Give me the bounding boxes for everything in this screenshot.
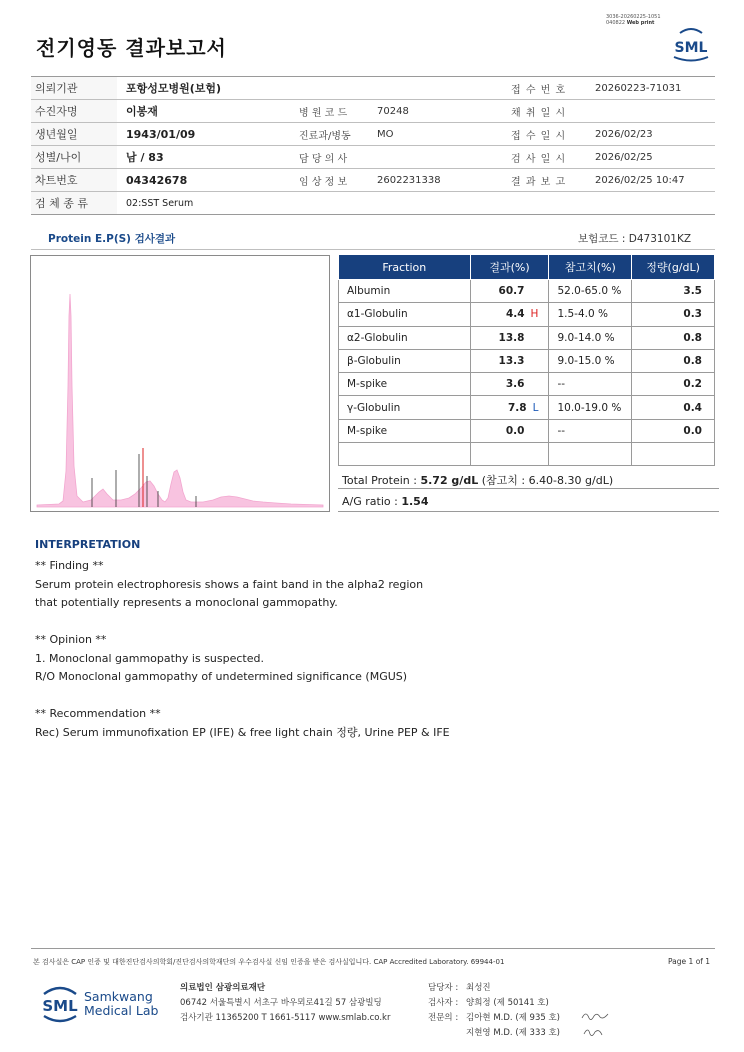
result-cell xyxy=(470,280,549,303)
result-value: 60.7 xyxy=(498,285,525,298)
table-row xyxy=(339,349,715,372)
interpretation-line xyxy=(35,687,635,706)
info-row xyxy=(31,77,715,100)
reference-cell: 10.0-19.0 % xyxy=(549,396,632,419)
quantity-cell: 0.3 xyxy=(632,303,715,326)
electrophoresis-graph xyxy=(30,255,330,512)
info-label: 차트번호 xyxy=(31,169,117,191)
interpretation-text xyxy=(35,557,635,742)
info-label: 접 수 일 시 xyxy=(511,130,567,142)
result-cell xyxy=(470,326,549,349)
table-row xyxy=(339,280,715,303)
insurance-code: 보험코드 : D473101KZ xyxy=(578,233,692,245)
info-label: 결 과 보 고 xyxy=(511,176,567,188)
info-value: 04342678 xyxy=(126,173,188,187)
result-value: 3.6 xyxy=(505,378,525,391)
fraction-cell: α2-Globulin xyxy=(339,326,471,349)
column-header: 참고치(%) xyxy=(549,255,632,280)
info-label: 검 사 일 시 xyxy=(511,153,567,165)
info-label: 의뢰기관 xyxy=(31,77,117,99)
interpretation-line: Serum protein electrophoresis shows a faint band in the alpha2 region xyxy=(35,577,424,591)
patient-info-table xyxy=(31,76,715,215)
info-value: 이봉재 xyxy=(126,105,158,118)
table-row xyxy=(339,373,715,396)
document-code: 3036-20260225-1051 040822 Web print xyxy=(606,14,661,26)
sml-logo-icon xyxy=(36,980,84,1028)
interpretation-line xyxy=(35,613,635,632)
info-value: 1943/01/09 xyxy=(126,127,196,141)
info-value: 02:SST Serum xyxy=(126,197,194,209)
interpretation-line: R/O Monoclonal gammopathy of undetermined significance (MGUS) xyxy=(35,670,408,683)
info-row xyxy=(31,123,715,146)
interpretation-line: that potentially represents a monoclonal gammopathy. xyxy=(35,596,338,609)
staff-name: 최성진 xyxy=(466,983,491,993)
info-label: 임 상 정 보 xyxy=(299,176,348,188)
info-label: 진료과/병동 xyxy=(299,130,351,142)
info-label xyxy=(289,192,375,214)
staff-item xyxy=(428,981,560,996)
fraction-cell xyxy=(339,443,471,466)
table-row xyxy=(339,419,715,442)
info-label: 수진자명 xyxy=(31,100,117,122)
interpretation-line: Rec) Serum immunofixation EP (IFE) & free light chain 정량, Urine PEP & IFE xyxy=(35,725,450,739)
staff-item xyxy=(428,1011,560,1026)
fraction-cell: α1-Globulin xyxy=(339,303,471,326)
result-value: 4.4 xyxy=(505,308,525,321)
brand-name: Samkwang Medical Lab xyxy=(84,989,159,1018)
divider xyxy=(338,511,719,512)
table-row xyxy=(339,303,715,326)
result-cell xyxy=(470,443,549,466)
svg-text:SML: SML xyxy=(42,997,78,1015)
svg-text:SML: SML xyxy=(674,40,708,56)
info-value: 남 / 83 xyxy=(126,151,164,164)
section-title: Protein E.P(S) 검사결과 xyxy=(48,233,176,245)
reference-cell xyxy=(549,443,632,466)
info-label: 검 체 종 류 xyxy=(31,192,117,214)
staff-role: 담당자 : xyxy=(428,983,459,993)
staff-role: 전문의 : xyxy=(428,1013,459,1023)
info-label: 접 수 번 호 xyxy=(511,84,567,96)
info-label: 성별/나이 xyxy=(31,146,117,168)
sml-logo-icon xyxy=(668,24,714,64)
info-value: 포항성모병원(보험) xyxy=(126,82,222,95)
fraction-cell: Albumin xyxy=(339,280,471,303)
info-row xyxy=(31,169,715,192)
quantity-cell: 0.4 xyxy=(632,396,715,419)
total-protein: Total Protein : 5.72 g/dL (참고치 : 6.40-8.30 g/dL) xyxy=(342,474,614,487)
result-cell xyxy=(470,419,549,442)
staff-role: 검사자 : xyxy=(428,998,459,1008)
table-row xyxy=(339,396,715,419)
info-label: 채 취 일 시 xyxy=(511,107,567,119)
staff-name: 양희정 (제 50141 호) xyxy=(466,998,549,1008)
info-value: 2026/02/25 xyxy=(595,151,653,163)
footer-divider xyxy=(31,948,715,949)
info-value: MO xyxy=(377,128,394,140)
info-value: 2026/02/23 xyxy=(595,128,653,140)
reference-cell: -- xyxy=(549,419,632,442)
column-header: 결과(%) xyxy=(470,255,549,280)
quantity-cell: 0.0 xyxy=(632,419,715,442)
result-value: 13.3 xyxy=(498,355,525,368)
section-divider xyxy=(31,249,715,250)
electrophoresis-curve xyxy=(31,256,329,511)
info-value: 2602231338 xyxy=(377,174,441,186)
quantity-cell xyxy=(632,443,715,466)
reference-cell: -- xyxy=(549,373,632,396)
interpretation-line: ** Opinion ** xyxy=(35,633,107,646)
info-label: 병 원 코 드 xyxy=(299,107,348,119)
info-label xyxy=(289,77,375,99)
quantity-cell: 0.8 xyxy=(632,326,715,349)
staff-name: 김아현 M.D. (제 935 호) xyxy=(466,1013,561,1023)
reference-cell: 52.0-65.0 % xyxy=(549,280,632,303)
divider xyxy=(338,488,719,489)
column-header: 정량(g/dL) xyxy=(632,255,715,280)
table-row xyxy=(339,443,715,466)
info-label: 생년월일 xyxy=(31,123,117,145)
result-value: 13.8 xyxy=(498,331,525,344)
table-row xyxy=(339,326,715,349)
reference-cell: 1.5-4.0 % xyxy=(549,303,632,326)
fraction-cell: γ-Globulin xyxy=(339,396,471,419)
result-cell xyxy=(470,373,549,396)
quantity-cell: 0.8 xyxy=(632,349,715,372)
result-flag: L xyxy=(532,401,539,414)
result-cell xyxy=(470,303,549,326)
staff-list xyxy=(428,981,560,1041)
interpretation-line: 1. Monoclonal gammopathy is suspected. xyxy=(35,651,264,665)
info-value: 2026/02/25 10:47 xyxy=(595,174,685,186)
results-table xyxy=(338,254,715,466)
fraction-cell: β-Globulin xyxy=(339,349,471,372)
interpretation-line: ** Finding ** xyxy=(35,559,104,572)
info-value: 70248 xyxy=(377,105,409,117)
interpretation-line: ** Recommendation ** xyxy=(35,707,161,720)
fraction-cell: M-spike xyxy=(339,419,471,442)
info-row xyxy=(31,100,715,123)
result-flag: H xyxy=(530,308,539,321)
signature xyxy=(580,1008,610,1040)
staff-item xyxy=(428,996,560,1011)
info-row xyxy=(31,146,715,169)
staff-item xyxy=(428,1026,560,1041)
result-cell xyxy=(470,396,549,419)
column-header: Fraction xyxy=(339,255,471,280)
staff-name: 지현영 M.D. (제 333 호) xyxy=(466,1028,561,1038)
info-value: 20260223-71031 xyxy=(595,82,682,94)
results-header-row xyxy=(339,255,715,280)
ag-ratio: A/G ratio : 1.54 xyxy=(342,495,429,508)
result-value: 0.0 xyxy=(505,424,525,437)
result-value: 7.8 xyxy=(507,401,527,414)
quantity-cell: 0.2 xyxy=(632,373,715,396)
certification-note: 본 검사실은 CAP 인증 및 대한진단검사의학회/진단검사의학재단의 우수검사실 신임 인증을 받은 검사실입니다. CAP Accredited Laboratory. 69944-01 xyxy=(33,958,505,966)
fraction-cell: M-spike xyxy=(339,373,471,396)
organization-info: 의료법인 삼광의료재단 06742 서울특별시 서초구 바우뫼로41길 57 삼광빌딩 검사기관 11365200 T 1661-5117 www.smlab.co.kr xyxy=(180,983,391,1023)
protein-curve xyxy=(37,294,323,507)
reference-cell: 9.0-15.0 % xyxy=(549,349,632,372)
page-number: Page 1 of 1 xyxy=(668,957,711,966)
reference-cell: 9.0-14.0 % xyxy=(549,326,632,349)
report-title: 전기영동 결과보고서 xyxy=(36,36,227,60)
info-row xyxy=(31,192,715,215)
info-label xyxy=(499,192,595,214)
info-label: 담 당 의 사 xyxy=(299,153,348,165)
interpretation-heading: INTERPRETATION xyxy=(35,538,141,551)
quantity-cell: 3.5 xyxy=(632,280,715,303)
result-cell xyxy=(470,349,549,372)
